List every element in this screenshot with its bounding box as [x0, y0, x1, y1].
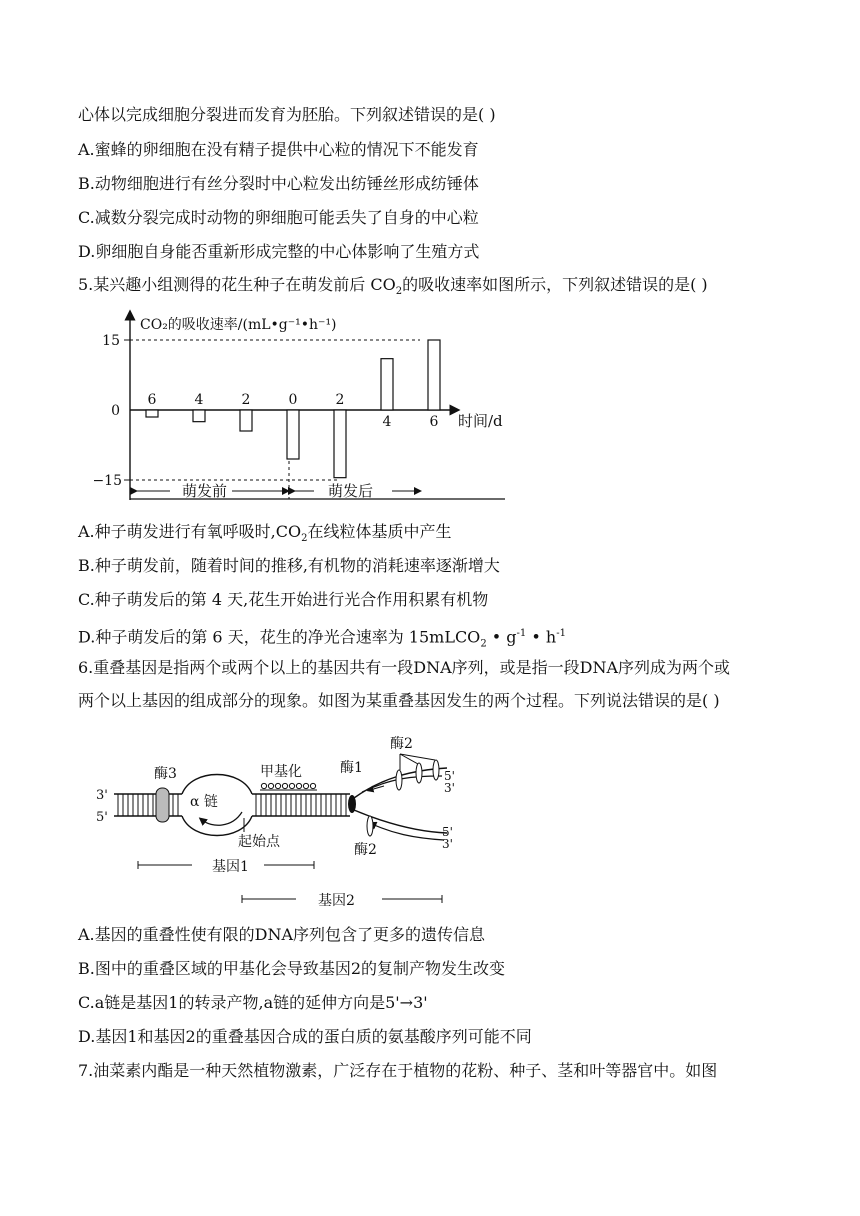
- start-point-label: 起始点: [238, 834, 280, 850]
- enzyme3-label: 酶3: [154, 766, 177, 782]
- q4-option-c: C.减数分裂完成时动物的卵细胞可能丢失了自身的中心粒: [78, 208, 479, 227]
- enzyme2-top-label: 酶2: [390, 736, 413, 752]
- prime3-right-top: 3': [444, 781, 455, 795]
- bar-6: [428, 340, 440, 410]
- q6-stem-line2: 两个以上基因的组成部分的现象。如图为某重叠基因发生的两个过程。下列说法错误的是( ): [78, 691, 720, 710]
- gene1-label: 基因1: [212, 859, 249, 875]
- bars: [146, 340, 440, 478]
- co2-bar-chart: [92, 305, 520, 510]
- q5-option-a: A.种子萌发进行有氧呼吸时$,CO_2$在线粒体基质中产生: [78, 522, 452, 545]
- ytick-0: 0: [111, 403, 120, 419]
- bar-label-2: 2: [241, 392, 251, 408]
- bar-label-3: 0: [288, 392, 298, 408]
- overlap-gene-diagram: [92, 728, 472, 910]
- bar-label-4: 2: [335, 392, 345, 408]
- chart-title: CO₂的吸收速率/(mL•g⁻¹•h⁻¹): [140, 317, 337, 333]
- bar-5: [381, 359, 393, 410]
- bar-3: [287, 410, 299, 459]
- alpha-chain-label: α 链: [190, 794, 218, 810]
- bar-4: [334, 410, 346, 478]
- q4-option-d: D.卵细胞自身能否重新形成完整的中心体影响了生殖方式: [78, 242, 480, 261]
- q5-stem: 5.某兴趣小组测得的花生种子在萌发前后 $CO_2$的吸收速率如图所示，下列叙述错误的是( ): [78, 275, 708, 298]
- ytick-15: 15: [102, 333, 120, 349]
- q5-option-b: B.种子萌发前，随着时间的推移,有机物的消耗速率逐渐增大: [78, 556, 500, 575]
- bar-label-5: 4: [382, 414, 392, 430]
- prime3-left: 3': [96, 788, 108, 803]
- q4-option-a: A.蜜蜂的卵细胞在没有精子提供中心粒的情况下不能发育: [78, 140, 479, 159]
- bar-0: [146, 410, 158, 417]
- bar-1: [193, 410, 205, 422]
- prime3-right-bottom: 3': [442, 837, 453, 851]
- q6-option-d: D.基因1和基因2的重叠基因合成的蛋白质的氨基酸序列可能不同: [78, 1027, 532, 1046]
- enzyme2-bottom-label: 酶2: [354, 842, 377, 858]
- bar-label-6: 6: [429, 414, 439, 430]
- q6-option-a: A.基因的重叠性使有限的DNA序列包含了更多的遗传信息: [78, 925, 486, 944]
- q4-stem-tail: 心体以完成细胞分裂进而发育为胚胎。下列叙述错误的是( ): [78, 105, 496, 124]
- q4-option-b: B.动物细胞进行有丝分裂时中心粒发出纺锤丝形成纺锤体: [78, 174, 479, 193]
- methylation-label: 甲基化: [260, 764, 302, 780]
- phase-after-label: 萌发后: [328, 482, 374, 500]
- q6-option-b: B.图中的重叠区域的甲基化会导致基因2的复制产物发生改变: [78, 959, 506, 978]
- q6-stem-line1: 6.重叠基因是指两个或两个以上的基因共有一段DNA序列，或是指一段DNA序列成为两个或: [78, 658, 731, 677]
- gene2-label: 基因2: [318, 893, 355, 909]
- q7-stem: 7.油菜素内酯是一种天然植物激素，广泛存在于植物的花粉、种子、茎和叶等器官中。如图: [78, 1061, 718, 1080]
- q5-option-d: D.种子萌发后的第 6 天，花生的净光合速率为 15mLCO$_2$ • $g^{-1}$ • $h^{-1}$: [78, 627, 566, 650]
- prime5-left: 5': [96, 810, 108, 825]
- bar-label-1: 4: [194, 392, 204, 408]
- enzyme1-label: 酶1: [340, 760, 363, 776]
- prime5-right-top: 5': [444, 769, 455, 783]
- phase-before-label: 萌发前: [182, 482, 228, 500]
- bar-label-0: 6: [147, 392, 157, 408]
- q6-option-c: C.a链是基因1的转录产物,a链的延伸方向是5'→3': [78, 993, 428, 1012]
- x-axis-label: 时间/d: [458, 412, 503, 430]
- bar-2: [240, 410, 252, 431]
- prime5-right-bottom: 5': [442, 825, 453, 839]
- ytick-minus15: −15: [92, 473, 122, 489]
- q5-option-c: C.种子萌发后的第 4 天,花生开始进行光合作用积累有机物: [78, 590, 489, 609]
